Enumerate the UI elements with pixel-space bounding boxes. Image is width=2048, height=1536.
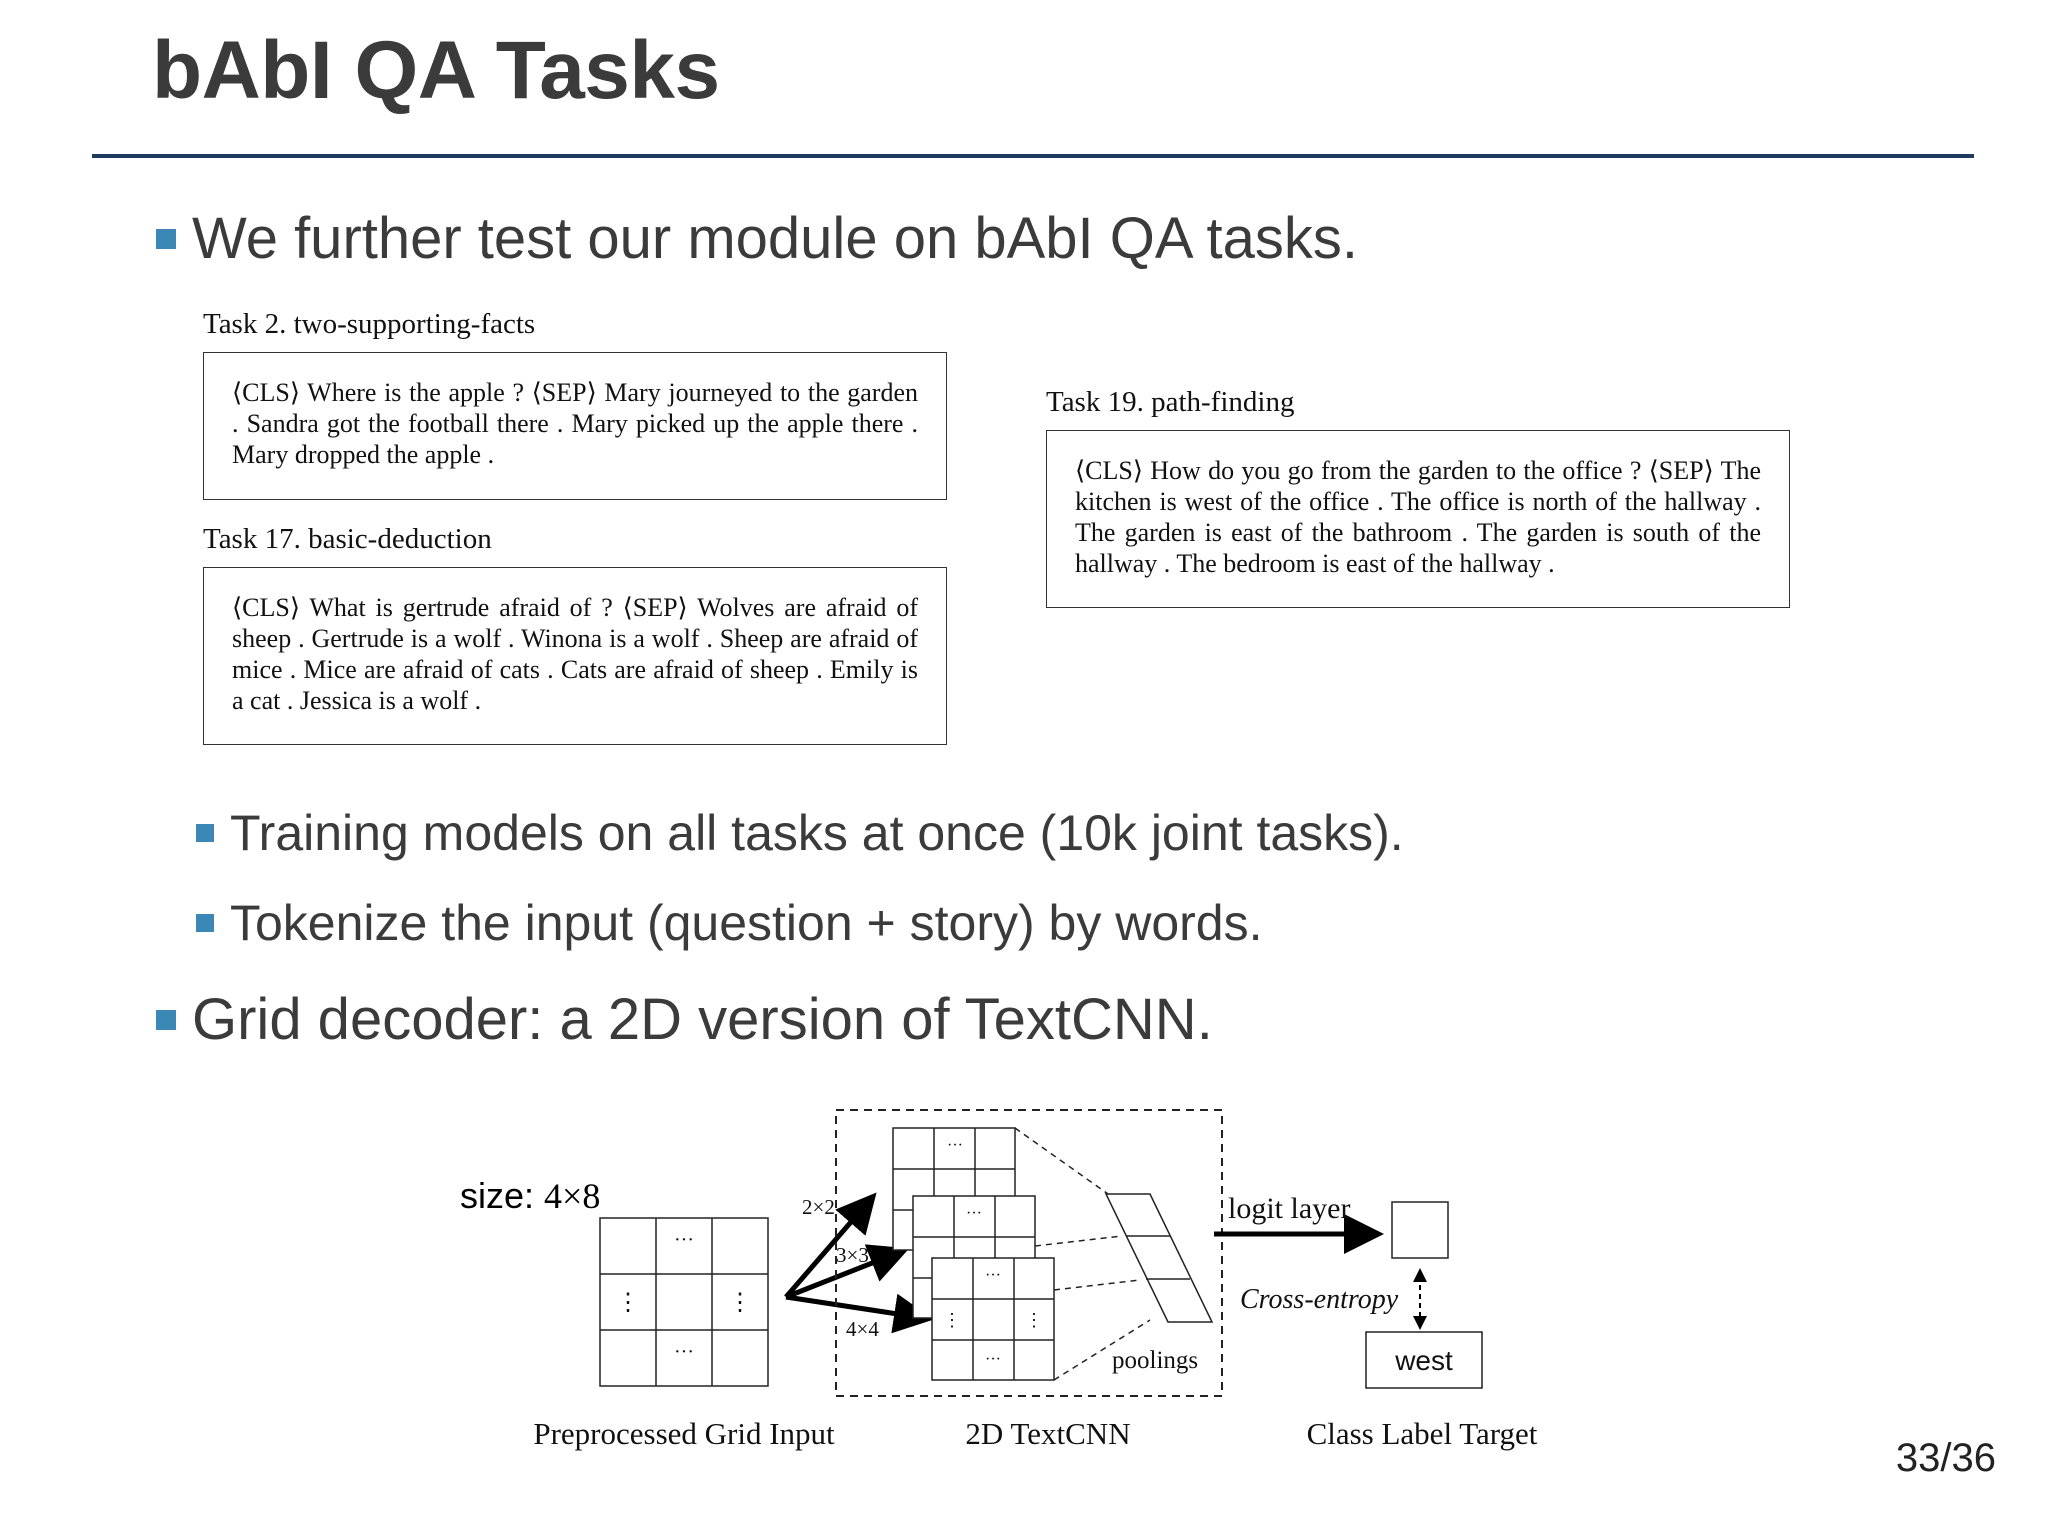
arrow-down-icon <box>1413 1316 1427 1330</box>
kernel-label-4x4: 4×4 <box>846 1317 879 1341</box>
slide-title: bAbI QA Tasks <box>152 25 720 116</box>
vertical-ellipsis-icon: ⋮ <box>943 1310 961 1330</box>
target-value: west <box>1395 1345 1453 1376</box>
task17-label: Task 17. basic-deduction <box>203 523 492 555</box>
task2-box: ⟨CLS⟩ Where is the apple ? ⟨SEP⟩ Mary journeyed to the garden . Sandra got the football there . Mary picked up the apple there . Mary dropped the apple . <box>203 352 947 500</box>
ellipsis-icon: ··· <box>674 1229 694 1251</box>
bullet-text: Tokenize the input (question + story) by words. <box>230 895 1263 951</box>
ellipsis-icon: ··· <box>985 1267 1001 1284</box>
vertical-ellipsis-icon: ⋮ <box>728 1290 752 1316</box>
grid-size-label: size: 4×8 <box>460 1175 601 1216</box>
cross-entropy-label: Cross-entropy <box>1240 1284 1399 1315</box>
logit-output-box <box>1392 1202 1448 1258</box>
pooling-vector <box>1106 1194 1212 1322</box>
bullet-text: Grid decoder: a 2D version of TextCNN. <box>192 987 1213 1052</box>
task17-box: ⟨CLS⟩ What is gertrude afraid of ? ⟨SEP⟩ Wolves are afraid of sheep . Gertrude is a wolf . Winona is a wolf . Sheep are afraid of mice . Mice are afraid of cats . Cats are afraid of sheep . Emily is a cat . Jessica is a wolf . <box>203 567 947 745</box>
bullet-text: Training models on all tasks at once (10k joint tasks). <box>230 805 1404 861</box>
caption-grid-input: Preprocessed Grid Input <box>533 1416 835 1451</box>
kernel-label-2x2: 2×2 <box>802 1195 835 1219</box>
caption-textcnn: 2D TextCNN <box>965 1416 1131 1451</box>
ellipsis-icon: ··· <box>966 1205 982 1222</box>
kernel-label-3x3: 3×3 <box>836 1243 869 1267</box>
ellipsis-icon: ··· <box>674 1341 694 1363</box>
page-number: 33/36 <box>1895 1436 1996 1480</box>
caption-class-label: Class Label Target <box>1306 1416 1538 1451</box>
ellipsis-icon: ··· <box>985 1351 1001 1368</box>
task19-box: ⟨CLS⟩ How do you go from the garden to the office ? ⟨SEP⟩ The kitchen is west of the office . The office is north of the hallway . The garden is east of the bathroom . The garden is south of the hallway . The bedroom is east of the hallway . <box>1046 430 1790 608</box>
logit-layer-label: logit layer <box>1228 1192 1351 1225</box>
bullet-text: We further test our module on bAbI QA tasks. <box>192 206 1358 271</box>
ellipsis-icon: ··· <box>947 1137 963 1154</box>
arrow-up-icon <box>1413 1268 1427 1282</box>
poolings-label: poolings <box>1112 1347 1199 1374</box>
task19-label: Task 19. path-finding <box>1046 386 1295 418</box>
vertical-ellipsis-icon: ⋮ <box>1025 1310 1043 1330</box>
task2-label: Task 2. two-supporting-facts <box>203 308 536 340</box>
vertical-ellipsis-icon: ⋮ <box>616 1290 640 1316</box>
